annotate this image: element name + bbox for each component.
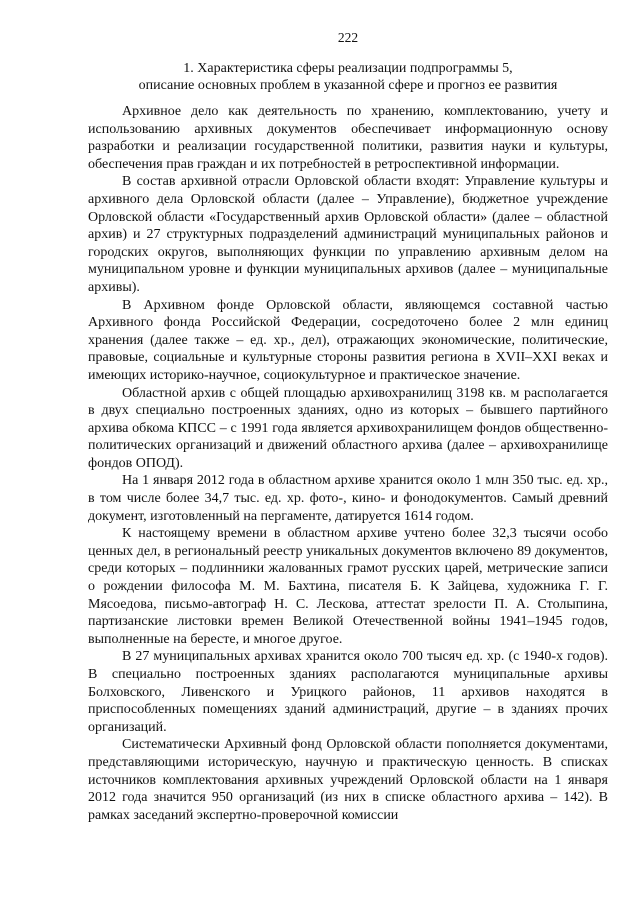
- paragraph-valuable-documents: К настоящему времени в областном архиве учтено более 32,3 тысячи особо ценных дел, в региональный реестр уникальных документов включено 89 документов, среди которых – подлинники жалованных грамот русских царей, метрические записи о рождении философа М. М. Бахтина, писателя Б. К Зайцева, художника Г. Г. Мясоедова, письмо-автограф Н. С. Лескова, аттестат зрелости П. А. Столыпина, партизанские листовки времен Великой Отечественной войны 1941–1945 годов, выполненные на бересте, и многое другое.: [88, 526, 608, 647]
- section-title-line-2: описание основных проблем в указанной сфере и прогноз ее развития: [138, 78, 558, 93]
- paragraph-regional-archive: Областной архив с общей площадью архивохранилищ 3198 кв. м располагается в двух специально построенных зданиях, одно из которых – бывшего партийного архива обкома КПСС – с 1991 года является архивохранилищем фондов общественно-политических организаций и движений областного архива (далее – архивохранилище фондов ОПОД).: [88, 385, 608, 471]
- paragraph-holdings: На 1 января 2012 года в областном архиве хранится около 1 млн 350 тыс. ед. хр., в том числе более 34,7 тыс. ед. хр. фото-, кино- и фонодокументов. Самый древний документ, изготовленный на пергаменте, датируется 1614 годом.: [88, 473, 608, 524]
- paragraph-municipal-archives: В 27 муниципальных архивах хранится около 700 тысяч ед. хр. (с 1940-х годов). В специально построенных зданиях располагаются муниципальные архивы Болховского, Ливенского и Урицкого районов, 11 архивов находятся в приспособленных помещениях зданий администраций, другие – в зданиях прочих организаций.: [88, 649, 608, 735]
- document-page: [88, 30, 608, 824]
- page-number: 222: [337, 30, 359, 45]
- section-title: [88, 60, 608, 94]
- section-title-line-1: 1. Характеристика сферы реализации подпрограммы 5,: [183, 61, 513, 76]
- paragraph-acquisition: Систематически Архивный фонд Орловской области пополняется документами, представляющими историческую, научную и практическую ценность. В списках источников комплектования архивных учреждений Орловской области на 1 января 2012 года значится 950 организаций (из них в списке областного архива – 142). В рамках заседаний экспертно-проверочной комиссии: [88, 737, 608, 823]
- paragraph-archival-fund: В Архивном фонде Орловской области, являющемся составной частью Архивного фонда Российской Федерации, сосредоточено более 2 млн единиц хранения (далее также – ед. хр., дел), отражающих экономические, политические, правовые, социальные и культурные стороны развития региона в XVII–XXI веках и имеющих историко-научное, социокультурное и практическое значение.: [88, 297, 608, 383]
- paragraph-archival-affairs: Архивное дело как деятельность по хранению, комплектованию, учету и использованию архивных документов обеспечивает информационную основу разработки и реализации государственной политики, развития науки и культуры, обеспечения прав граждан и их потребностей в ретроспективной информации.: [88, 104, 608, 172]
- paragraph-archival-sector: В состав архивной отрасли Орловской области входят: Управление культуры и архивного дела Орловской области (далее – Управление), бюджетное учреждение Орловской области «Государственный архив Орловской области» (далее – областной архив) и 27 структурных подразделений администраций муниципальных районов и городских округов, выполняющих функции по управлению архивным делом на муниципальном уровне и функции муниципальных архивов (далее – муниципальные архивы).: [88, 174, 608, 295]
